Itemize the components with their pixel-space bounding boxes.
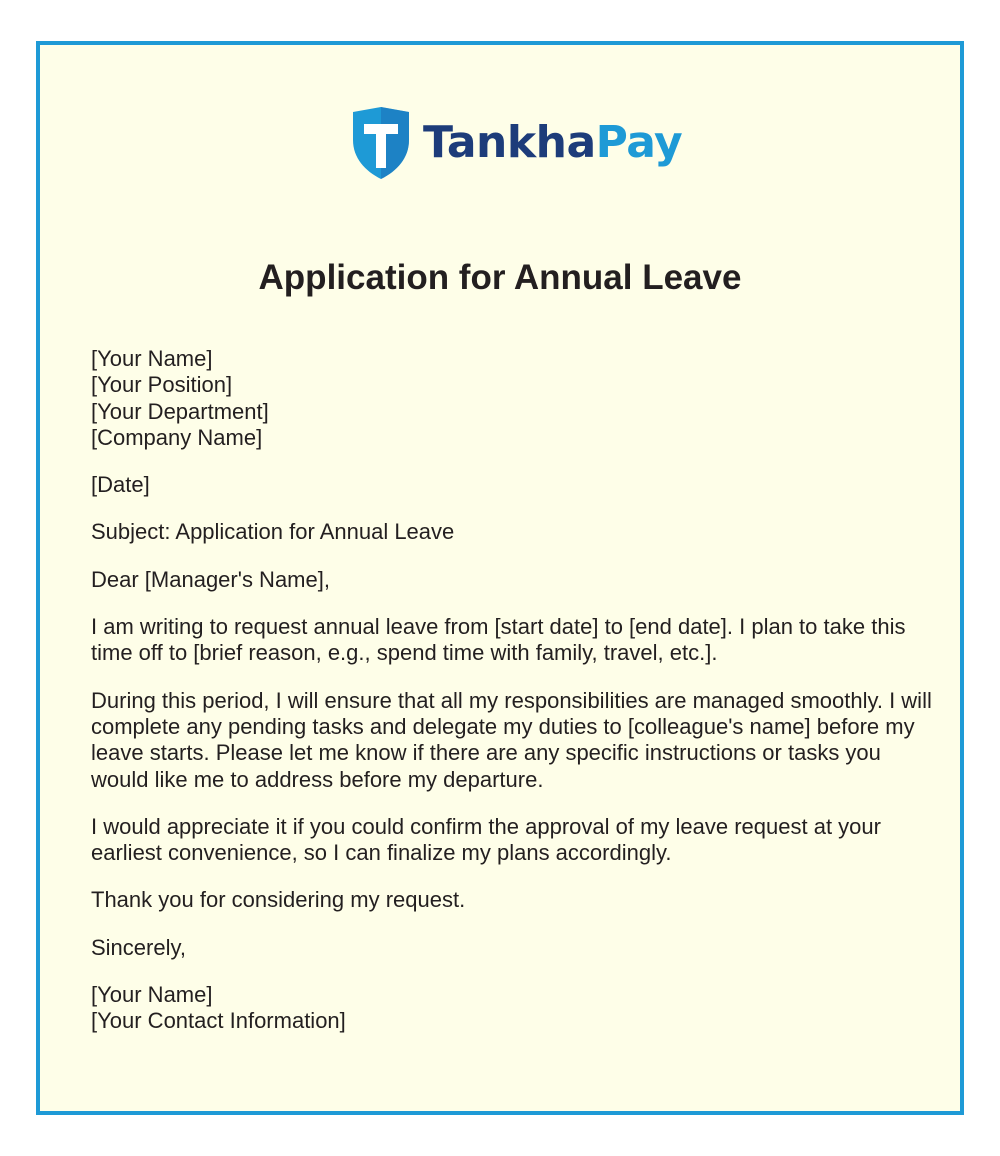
sender-position: [Your Position] <box>91 372 233 398</box>
letter-salutation: Dear [Manager's Name], <box>91 566 330 592</box>
signature-block <box>91 982 936 1035</box>
letter-date: [Date] <box>91 472 150 498</box>
sender-company: [Company Name] <box>91 424 263 450</box>
logo-word-pay: Pay <box>595 117 683 168</box>
logo-word-tankha: Tankha <box>423 117 596 168</box>
signature-contact: [Your Contact Information] <box>91 1008 346 1034</box>
sender-block <box>91 346 936 451</box>
sender-name: [Your Name] <box>91 346 213 371</box>
document-title: Application for Annual Leave <box>258 258 742 297</box>
letter-frame <box>36 41 964 1115</box>
letter-closing: Sincerely, <box>91 934 186 960</box>
logo-wordmark <box>423 117 683 168</box>
letter-body <box>91 346 936 1056</box>
signature-name: [Your Name] <box>91 982 213 1008</box>
letter-subject: Subject: Application for Annual Leave <box>91 519 455 545</box>
tankhapay-logo <box>349 106 682 180</box>
letter-thanks: Thank you for considering my request. <box>91 887 466 913</box>
shield-logo-icon <box>349 106 413 180</box>
paragraph-approval: I would appreciate it if you could confirm the approval of my leave request at your earliest convenience, so I can finalize my plans accordingly. <box>91 813 881 866</box>
paragraph-handover: During this period, I will ensure that all my responsibilities are managed smoothly. I will complete any pending tasks and delegate my duties to [colleague's name] before my leave starts. Please let me know if there are any specific instructions or tasks you would like me to address before my departure. <box>91 687 932 792</box>
sender-department: [Your Department] <box>91 398 269 424</box>
paragraph-request: I am writing to request annual leave from [start date] to [end date]. I plan to take this time off to [brief reason, e.g., spend time with family, travel, etc.]. <box>91 614 906 666</box>
